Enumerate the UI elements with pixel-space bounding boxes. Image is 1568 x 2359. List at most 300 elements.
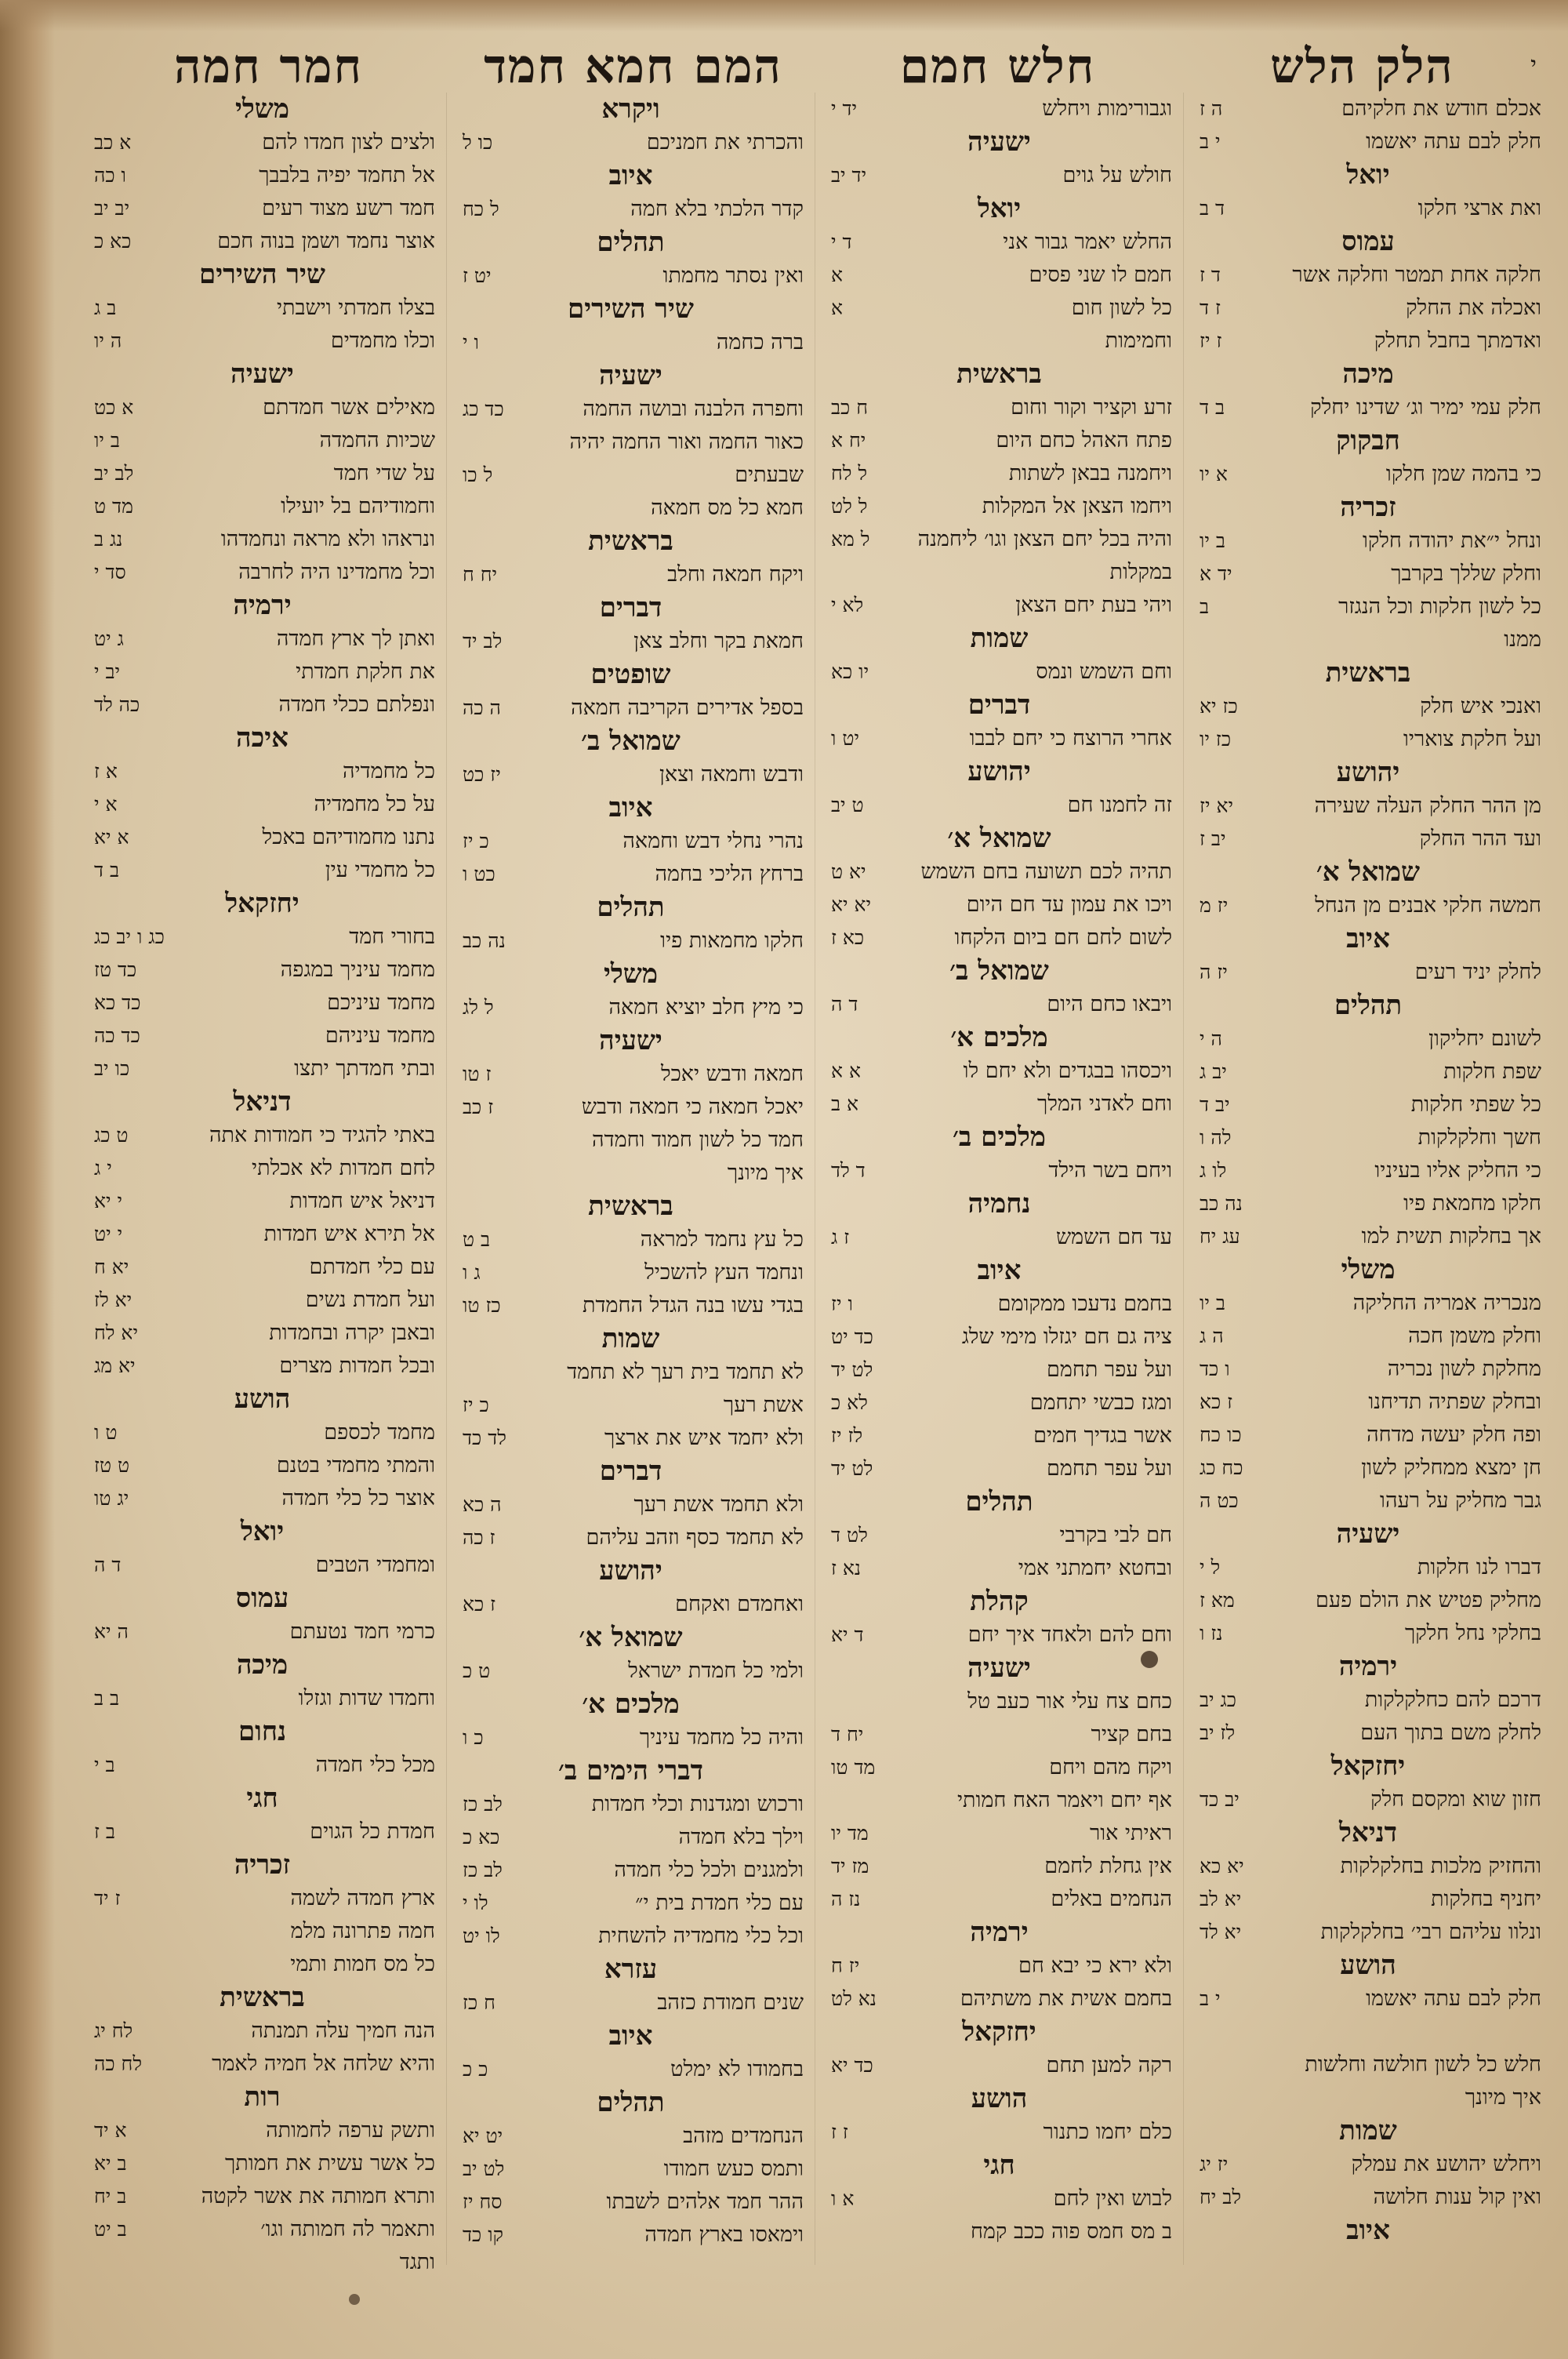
concordance-entry — [458, 1854, 804, 1887]
entry-text: ובאבן יקרה ובחמדות — [269, 1321, 435, 1345]
chapter-verse: כו כח — [1200, 1423, 1242, 1446]
entry-text: ארץ חמדה לשמה — [290, 1886, 435, 1910]
concordance-entry — [458, 758, 804, 791]
entry-text: כל אשר עשית את חמותך — [225, 2151, 435, 2175]
book-heading: תהלים — [1334, 990, 1403, 1021]
chapter-verse: כז טו — [463, 1294, 501, 1317]
concordance-entry — [89, 656, 435, 689]
concordance-entry — [458, 2219, 804, 2252]
chapter-verse: יח ד — [831, 1723, 864, 1746]
entry-text: ובחלק שפתיה תדיחנו — [1368, 1390, 1541, 1414]
chapter-verse: כא כ — [463, 1826, 500, 1848]
chapter-verse: יט יא — [463, 2125, 503, 2147]
concordance-entry — [458, 1223, 804, 1256]
chapter-verse: א ב — [831, 1092, 858, 1115]
entry-text: ובתי חמדתך יתצו — [294, 1056, 435, 1081]
concordance-entry — [89, 1185, 435, 1218]
entry-text: ובכל חמדות מצרים — [279, 1354, 435, 1378]
book-heading: מלכים א׳ — [582, 1688, 680, 1720]
book-heading: הושע — [234, 1383, 291, 1415]
chapter-verse — [458, 426, 463, 459]
chapter-verse: ל כו — [463, 463, 493, 486]
entry-text: מחלקת לשון נכריה — [1387, 1357, 1541, 1381]
concordance-entry — [826, 1718, 1172, 1751]
entry-text: לחלק יניד רעים — [1414, 960, 1541, 984]
entry-text: וחמימות — [1105, 329, 1172, 353]
concordance-entry — [458, 1986, 804, 2019]
chapter-verse: ה כה — [463, 696, 501, 719]
entry-text: ברה כחמה — [716, 330, 804, 354]
concordance-entry — [458, 991, 804, 1024]
entry-text: והיה בכל יחם הצאן וגו׳ ליחמנה — [917, 527, 1172, 551]
chapter-verse — [1195, 2081, 1200, 2114]
chapter-verse: י יא — [94, 1190, 123, 1212]
entry-text: איך מיונך — [1465, 2085, 1541, 2110]
chapter-verse — [458, 1356, 463, 1389]
concordance-entry — [1195, 623, 1541, 656]
entry-text: ועד ההר החלק — [1419, 827, 1541, 851]
entry-text: ודבש וחמאה וצאן — [659, 762, 804, 787]
concordance-entry — [1195, 192, 1541, 225]
concordance-entry — [1195, 956, 1541, 989]
book-heading: דברי הימים ב׳ — [557, 1755, 704, 1787]
chapter-verse: ל לט — [831, 495, 868, 518]
concordance-entry — [89, 325, 435, 358]
book-heading: רות — [244, 2081, 281, 2113]
entry-text: חולש על גוים — [1062, 163, 1172, 187]
chapter-verse: כה לד — [94, 693, 140, 716]
entry-text: מחמד עיניכם — [327, 990, 435, 1015]
chapter-verse: לד כד — [463, 1427, 506, 1449]
entry-text: יחניף בחלקות — [1431, 1887, 1541, 1911]
book-heading: חבקוק — [1336, 425, 1400, 456]
chapter-verse: יא לב — [1200, 1888, 1242, 1910]
chapter-verse: ג יט — [94, 627, 124, 650]
concordance-entry — [1195, 391, 1541, 424]
book-heading: איוב — [1346, 2215, 1390, 2246]
chapter-verse: יו כא — [831, 660, 869, 683]
chapter-verse: מד טו — [831, 1756, 876, 1779]
book-heading: דברים — [599, 592, 662, 623]
entry-text: ממנו — [1504, 627, 1541, 652]
entry-text: עם כלי חמדת בית י״ — [635, 1891, 804, 1915]
concordance-entry — [89, 2180, 435, 2213]
concordance-entry — [826, 2049, 1172, 2082]
concordance-entry — [1195, 325, 1541, 358]
concordance-entry — [458, 1788, 804, 1821]
entry-text: בחלקי נחל חלקך — [1404, 1621, 1541, 1645]
chapter-verse: נז ו — [1200, 1622, 1223, 1645]
book-heading: בראשית — [1325, 657, 1411, 689]
entry-text: ונחמד העץ להשכיל — [644, 1260, 804, 1285]
concordance-entry — [826, 1221, 1172, 1254]
book-heading: ישעיה — [1336, 1518, 1400, 1550]
concordance-entry — [458, 1721, 804, 1754]
concordance-entry — [1195, 1850, 1541, 1883]
header-word-2: חלש חמם — [899, 39, 1096, 94]
entry-text: ההר חמד אלהים לשבתו — [606, 2190, 804, 2214]
entry-text: על שדי חמד — [333, 461, 435, 485]
chapter-verse: כ יז — [463, 830, 489, 852]
concordance-entry — [1195, 525, 1541, 558]
concordance-entry — [458, 1157, 804, 1190]
entry-text: וחלק שללך בקרבך — [1391, 562, 1541, 586]
concordance-entry — [89, 2015, 435, 2048]
chapter-verse: כט ו — [463, 863, 495, 885]
chapter-verse: כ ו — [463, 1726, 484, 1749]
book-heading: קהלת — [970, 1586, 1029, 1617]
entry-text: חלקו מחמאות פיו — [660, 929, 804, 953]
entry-text: באתי להגיד כי חמודות אתה — [209, 1123, 435, 1147]
entry-text: חמא כל מס חמאה — [651, 496, 804, 520]
chapter-verse: יב ג — [1200, 1060, 1227, 1083]
chapter-verse: לה ו — [1200, 1126, 1232, 1149]
concordance-entry — [826, 1055, 1172, 1088]
chapter-verse: כא ז — [831, 926, 865, 949]
book-heading: שמות — [970, 623, 1029, 654]
entry-text: חמד כל לשון חמוד וחמדה — [592, 1128, 804, 1152]
book-heading: דברים — [967, 689, 1031, 721]
chapter-verse: ט יב — [831, 794, 864, 816]
chapter-verse: ה י — [1200, 1027, 1222, 1050]
entry-text: ויחמנה בבאן לשתות — [1008, 461, 1172, 485]
concordance-entry — [89, 126, 435, 159]
chapter-verse: ו כה — [94, 164, 126, 187]
concordance-entry — [1195, 93, 1541, 125]
concordance-entry — [826, 159, 1172, 192]
concordance-entry — [89, 1549, 435, 1582]
entry-text: ולא תחמד אשת רעך — [633, 1492, 804, 1517]
concordance-entry — [89, 1350, 435, 1383]
entry-text: לשונם יחליקון — [1428, 1027, 1541, 1051]
book-heading: ויקרא — [601, 93, 660, 125]
entry-text: והחזיק מלכות בחלקלקות — [1340, 1854, 1541, 1878]
entry-text: הנחמדים מזהב — [683, 2124, 804, 2148]
chapter-verse: ט כג — [94, 1124, 129, 1147]
book-heading: יהושע — [599, 1555, 662, 1587]
book-heading: דברים — [599, 1456, 662, 1487]
entry-text: ואין נסתר מחמתו — [662, 264, 804, 288]
concordance-entry — [458, 825, 804, 858]
entry-text: ואת ארצי חלקו — [1417, 196, 1541, 220]
chapter-verse: לו י — [463, 1892, 488, 1914]
chapter-verse: יא יא — [831, 893, 872, 916]
entry-text: לא תחמד בית רעך לא תחמד — [567, 1360, 804, 1384]
concordance-entry — [89, 1882, 435, 1915]
concordance-entry — [1195, 1485, 1541, 1518]
concordance-entry — [826, 856, 1172, 889]
chapter-verse: לט יד — [831, 1358, 873, 1381]
book-heading: איוב — [1346, 923, 1390, 954]
book-heading: ישעיה — [967, 126, 1031, 158]
concordance-entry — [89, 292, 435, 325]
concordance-entry — [826, 292, 1172, 325]
chapter-verse: מז יד — [831, 1855, 869, 1877]
concordance-entry — [89, 1416, 435, 1449]
entry-text: ולמי כל חמדת ישראל — [628, 1659, 804, 1683]
entry-text: ויכסהו בבגדים ולא יחם לו — [963, 1059, 1172, 1083]
concordance-entry — [458, 1058, 804, 1091]
book-heading: בראשית — [220, 1982, 305, 2013]
concordance-entry — [89, 987, 435, 1020]
chapter-verse: לט יד — [831, 1457, 873, 1480]
chapter-verse — [1195, 2048, 1200, 2081]
entry-text: כל מחמדיה — [343, 759, 435, 783]
concordance-entry — [826, 1619, 1172, 1652]
concordance-entry — [458, 1488, 804, 1521]
entry-text: ועל עפר תחמם — [1047, 1358, 1172, 1382]
chapter-verse — [826, 556, 831, 589]
chapter-verse: ז ג — [831, 1226, 850, 1249]
entry-text: אל תירא איש חמדות — [263, 1222, 435, 1246]
concordance-entry — [458, 1655, 804, 1688]
entry-text: דרכם להם כחלקלקות — [1364, 1688, 1541, 1712]
entry-text: ויקח מהם ויחם — [1049, 1755, 1172, 1779]
entry-text: החלש יאמר גבור אני — [1003, 230, 1172, 254]
chapter-verse: יט ו — [831, 727, 859, 750]
entry-text: והכרתי את חמניכם — [646, 130, 804, 154]
chapter-verse: כח כג — [1200, 1456, 1243, 1479]
concordance-entry — [826, 1354, 1172, 1387]
entry-text: ולא יחמד איש את ארצך — [604, 1426, 804, 1450]
concordance-entry — [826, 1552, 1172, 1585]
entry-text: חלקה אחת תמטר וחלקה אשר — [1292, 263, 1541, 287]
entry-text: וימאסו בארץ חמדה — [644, 2223, 804, 2247]
chapter-verse: נג ב — [94, 528, 123, 551]
concordance-entry — [89, 1020, 435, 1052]
concordance-entry — [1195, 723, 1541, 756]
chapter-verse: ז ד — [1200, 296, 1221, 319]
entry-text: לא תחמד כסף וזהב עליהם — [586, 1525, 804, 1550]
entry-text: ואתן לך ארץ חמדה — [276, 627, 435, 651]
entry-text: פתח האהל כחם היום — [996, 428, 1172, 453]
chapter-verse — [826, 325, 831, 358]
concordance-entry — [89, 1682, 435, 1715]
book-heading: מיכה — [1342, 358, 1394, 390]
chapter-verse: נא ז — [831, 1557, 862, 1579]
entry-text: על כל מחמדיה — [314, 792, 435, 816]
chapter-verse: לח יג — [94, 2019, 133, 2042]
chapter-verse: לז יב — [1200, 1721, 1236, 1744]
chapter-verse: קו כד — [463, 2223, 503, 2246]
chapter-verse: יד יב — [831, 164, 867, 187]
chapter-verse: ו יז — [831, 1292, 853, 1315]
entry-text: כל מס חמות ותמי — [290, 1952, 435, 1976]
chapter-verse: ד י — [831, 231, 852, 253]
entry-text: דניאל איש חמדות — [289, 1189, 435, 1213]
chapter-verse: כא כ — [94, 230, 132, 253]
chapter-verse: ב יו — [1200, 529, 1225, 552]
concordance-entry — [458, 326, 804, 359]
entry-text: ועל חלקת צואריו — [1403, 727, 1541, 751]
chapter-verse: יב ז — [1200, 827, 1226, 850]
concordance-entry — [89, 192, 435, 225]
entry-text: מנכריה אמריה החליקה — [1352, 1291, 1541, 1315]
chapter-verse: א יא — [94, 826, 129, 849]
chapter-verse — [826, 2215, 831, 2248]
concordance-entry — [89, 523, 435, 556]
chapter-verse: מד ט — [94, 495, 133, 518]
header-word-4: חמר חמה — [173, 39, 364, 94]
chapter-verse: כג ו יב כג — [94, 925, 165, 948]
concordance-entry — [826, 889, 1172, 921]
entry-text: איך מיונך — [727, 1161, 804, 1185]
entry-text: והיה כל מחמד עיניך — [639, 1725, 804, 1750]
concordance-entry — [1195, 1916, 1541, 1949]
concordance-entry — [1195, 1452, 1541, 1485]
entry-text: ואכלה את החלק — [1406, 296, 1541, 320]
chapter-verse: ז כב — [463, 1096, 494, 1118]
chapter-verse: מא ז — [1200, 1589, 1235, 1612]
book-heading: איוב — [608, 792, 653, 823]
book-heading: נחום — [238, 1716, 287, 1747]
page-shadow-left — [0, 0, 55, 2359]
entry-text: ולצים לצון חמדו להם — [262, 130, 435, 154]
book-heading: יהושע — [1336, 757, 1400, 788]
concordance-entry — [826, 921, 1172, 954]
chapter-verse: א כב — [94, 131, 132, 154]
book-heading: ירמיה — [1338, 1651, 1398, 1682]
book-heading: שמואל ב׳ — [581, 725, 681, 757]
entry-text: בחמם נדעכו ממקומם — [997, 1292, 1172, 1316]
entry-text: דברו לנו חלקות — [1417, 1555, 1541, 1579]
concordance-entry — [1195, 1717, 1541, 1750]
header-word-3: המם חמא חמד — [484, 39, 782, 94]
concordance-entry — [458, 625, 804, 658]
chapter-verse: לח כה — [94, 2052, 143, 2075]
concordance-entry — [89, 1152, 435, 1185]
concordance-entry — [458, 2053, 804, 2086]
entry-text: עם כלי חמדתם — [309, 1255, 435, 1279]
chapter-verse: א — [831, 296, 844, 319]
chapter-verse: ה יו — [94, 329, 122, 352]
chapter-verse: כד טז — [94, 958, 137, 981]
book-heading: שיר השירים — [568, 293, 694, 325]
chapter-verse — [89, 1915, 94, 1948]
concordance-entry — [826, 1751, 1172, 1784]
entry-text: תהיה לכם תשועה בחם השמש — [920, 860, 1172, 884]
entry-text: אוצר כל כלי חמדה — [281, 1486, 435, 1510]
entry-text: כחם צח עלי אור כעב טל — [967, 1689, 1172, 1714]
concordance-entry — [458, 393, 804, 426]
concordance-entry — [89, 2246, 435, 2279]
concordance-entry — [458, 260, 804, 293]
book-heading: שמואל א׳ — [579, 1622, 683, 1653]
book-heading: יחזקאל — [962, 2016, 1036, 2048]
entry-text: חמם לו שני פסים — [1029, 263, 1172, 287]
entry-text: מחמד עיניהם — [325, 1023, 435, 1048]
concordance-entry — [826, 2116, 1172, 2149]
concordance-entry — [1195, 1883, 1541, 1916]
chapter-verse: נא לט — [831, 1987, 877, 2010]
entry-text: זה לחמנו חם — [1067, 793, 1172, 817]
entry-text: בחורי חמד — [349, 925, 435, 949]
concordance-entry — [89, 1482, 435, 1515]
chapter-verse: ד ז — [1200, 264, 1221, 286]
book-heading: איוב — [608, 160, 653, 191]
chapter-verse: ב יו — [1200, 1292, 1225, 1314]
concordance-entry — [89, 854, 435, 887]
concordance-entry — [826, 2183, 1172, 2215]
book-heading: בראשית — [588, 1190, 673, 1222]
chapter-verse: לז יז — [831, 1424, 863, 1447]
entry-text: מאילים אשר חמדתם — [263, 395, 435, 420]
entry-text: כל עץ נחמד למראה — [640, 1227, 804, 1252]
concordance-entry — [826, 1321, 1172, 1354]
entry-text: וחם השמש ונמס — [1036, 660, 1172, 684]
chapter-verse: כו יב — [94, 1057, 130, 1080]
entry-text: וכל כלי מחמדיה להשחית — [598, 1924, 804, 1948]
concordance-entry — [89, 954, 435, 987]
concordance-entry — [826, 988, 1172, 1021]
concordance-entry — [458, 2186, 804, 2219]
chapter-verse: א כט — [94, 396, 134, 419]
concordance-entry — [89, 2048, 435, 2081]
book-heading: משלי — [1341, 1254, 1396, 1285]
book-heading: הושע — [971, 2083, 1028, 2114]
book-heading: יהושע — [967, 756, 1031, 787]
chapter-verse — [826, 1784, 831, 1817]
concordance-entry — [458, 126, 804, 159]
entry-text: בצלו חמדתי וישבתי — [276, 296, 435, 320]
concordance-entry — [826, 226, 1172, 259]
book-heading: ישעיה — [230, 358, 294, 390]
entry-text: וחם לאדני המלך — [1036, 1092, 1172, 1116]
chapter-verse: לט ד — [831, 1524, 868, 1547]
concordance-entry — [826, 1850, 1172, 1883]
concordance-entry — [458, 1588, 804, 1621]
concordance-entry — [458, 2153, 804, 2186]
entry-text: וחם להם ולאחד איך יחם — [967, 1623, 1172, 1647]
chapter-verse: א יד — [94, 2119, 127, 2142]
book-heading: חגי — [246, 1783, 278, 1814]
chapter-verse: ב י — [94, 1754, 115, 1776]
entry-text: ואדמתך בחבל תחלק — [1374, 329, 1541, 353]
concordance-entry — [89, 2114, 435, 2147]
book-heading: ירמיה — [970, 1917, 1029, 1948]
concordance-entry — [89, 788, 435, 821]
concordance-entry — [826, 490, 1172, 523]
entry-text: אך בחלקות תשית למו — [1361, 1224, 1541, 1249]
chapter-verse — [826, 1685, 831, 1718]
chapter-verse: ח כז — [463, 1991, 495, 2014]
entry-text: כי בהמה שמן חלקו — [1385, 462, 1541, 486]
concordance-columns — [78, 93, 1552, 2274]
entry-text: בספל אדירים הקריבה חמאה — [571, 696, 804, 720]
book-heading: תהלים — [597, 2087, 665, 2118]
chapter-verse: יא ח — [94, 1256, 129, 1278]
entry-text: כי מיץ חלב יוציא חמאה — [608, 995, 804, 1020]
entry-text: ורכוש ומגדנות וכלי חמדות — [591, 1792, 804, 1816]
entry-text: ויחמו הצאן אל המקלות — [982, 494, 1172, 518]
chapter-verse: יז ה — [1200, 961, 1228, 983]
entry-text: חלש כל לשון חולשה וחלשות — [1305, 2052, 1541, 2077]
header-word-1: הלק הלש — [1270, 39, 1454, 94]
entry-text: כאור החמה ואור החמה יהיה — [569, 430, 804, 454]
chapter-verse — [458, 1124, 463, 1157]
book-heading: ישעיה — [599, 360, 662, 391]
chapter-verse: ה ז — [1200, 97, 1223, 120]
entry-text: לחם חמדות לא אכלתי — [252, 1156, 435, 1180]
concordance-entry — [458, 1821, 804, 1854]
chapter-verse: נז ה — [831, 1888, 861, 1910]
entry-text: חם לבי בקרבי — [1059, 1523, 1172, 1547]
concordance-entry — [1195, 2048, 1541, 2081]
entry-text: שבעתים — [735, 463, 804, 487]
chapter-verse: ב ד — [94, 859, 120, 881]
concordance-entry — [458, 1124, 804, 1157]
concordance-entry — [458, 492, 804, 525]
